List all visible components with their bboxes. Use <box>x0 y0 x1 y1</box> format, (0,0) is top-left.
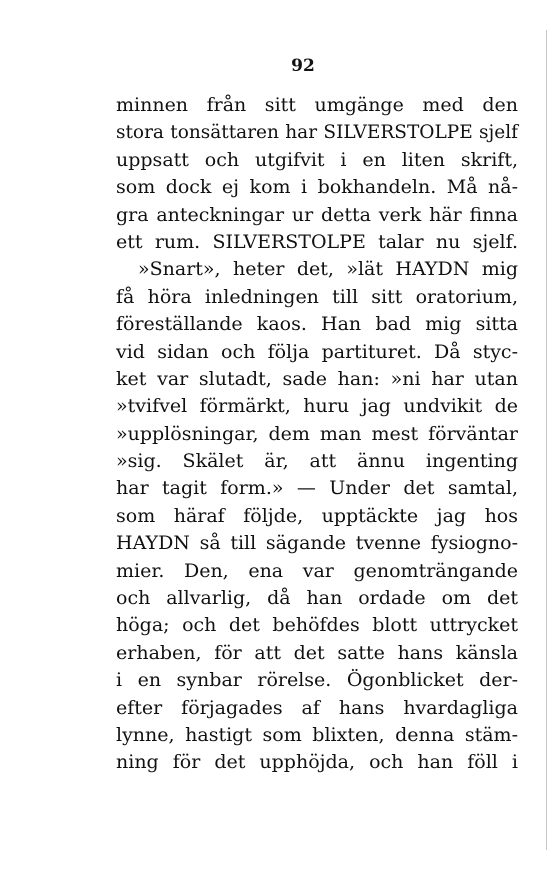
text-line: »upplösningar, dem man mest förväntar <box>116 422 518 445</box>
text-line: få höra inledningen till sitt oratorium, <box>116 285 518 308</box>
text-line: ett rum. SILVERSTOLPE talar nu sjelf. <box>116 230 518 253</box>
text-line: uppsatt och utgifvit i en liten skrift, <box>116 148 518 171</box>
text-line: HAYDN så till sägande tvenne fysiogno- <box>116 532 518 555</box>
text-line: »tvifvel förmärkt, huru jag undvikit de <box>116 395 518 418</box>
text-line: »sig. Skälet är, att ännu ingenting <box>116 450 518 473</box>
text-line: föreställande kaos. Han bad mig sitta <box>116 313 518 336</box>
text-line: mier. Den, ena var genomträngande <box>116 559 518 582</box>
body-text <box>116 92 518 777</box>
text-line: lynne, hastigt som blixten, denna stäm- <box>116 723 518 746</box>
text-line: »Snart», heter det, »lät HAYDN mig <box>138 258 518 281</box>
text-line: vid sidan och följa partituret. Då styc- <box>116 340 518 363</box>
text-line: som dock ej kom i bokhandeln. Må nå- <box>116 176 518 199</box>
page-number: 92 <box>291 56 315 76</box>
page-edge-rule <box>546 30 547 850</box>
text-line: och allvarlig, då han ordade om det <box>116 587 518 610</box>
text-line: efter förjagades af hans hvardagliga <box>116 696 518 719</box>
text-line: ket var slutadt, sade han: »ni har utan <box>116 367 518 390</box>
text-line: höga; och det behöfdes blott uttrycket <box>116 614 518 637</box>
text-line: minnen från sitt umgänge med den <box>116 94 518 116</box>
text-line: har tagit form.» — Under det samtal, <box>116 477 518 500</box>
text-line: ning för det upphöjda, och han föll i <box>116 751 518 774</box>
text-line: som häraf följde, upptäckte jag hos <box>116 504 518 527</box>
text-line: i en synbar rörelse. Ögonblicket der- <box>116 669 518 692</box>
text-line: erhaben, för att det satte hans känsla <box>116 641 518 664</box>
text-line: gra anteckningar ur detta verk här finna <box>116 203 518 226</box>
text-line: stora tonsättaren har SILVERSTOLPE sjelf <box>116 122 518 144</box>
